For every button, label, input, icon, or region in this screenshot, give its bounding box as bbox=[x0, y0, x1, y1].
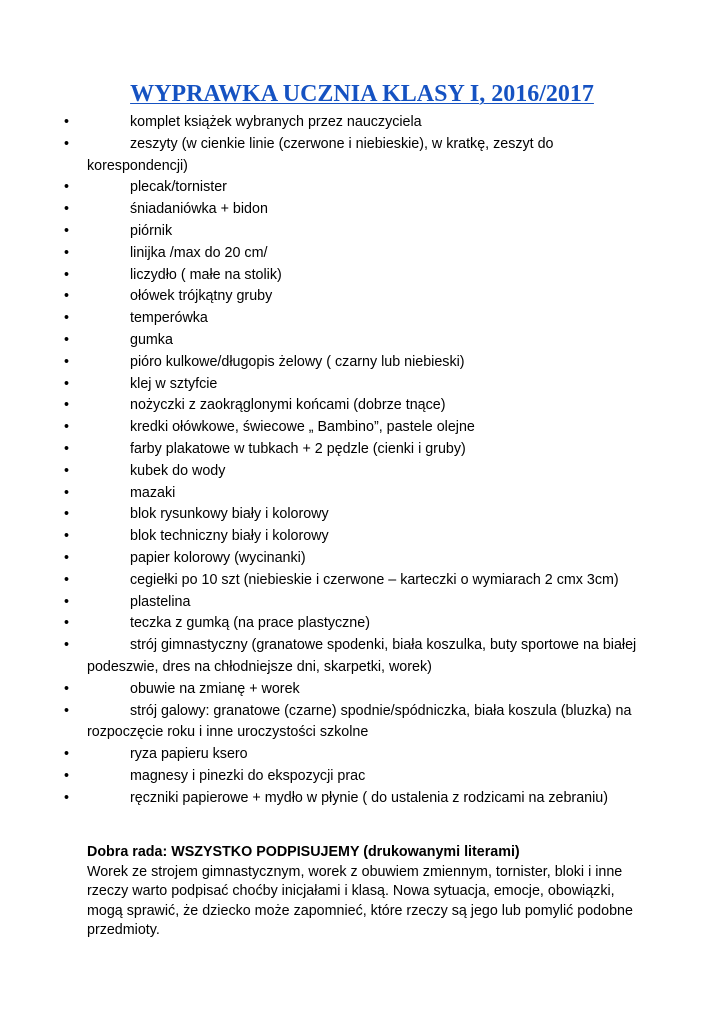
list-item-text: farby plakatowe w tubkach + 2 pędzle (cienki i gruby) bbox=[130, 440, 466, 457]
list-item-text: mazaki bbox=[130, 484, 176, 501]
list-item bbox=[0, 483, 724, 505]
advice-heading: Dobra rada: WSZYSTKO PODPISUJEMY (drukowanymi literami) bbox=[87, 844, 520, 860]
list-item-text: strój galowy: granatowe (czarne) spodnie/spódniczka, biała koszula (bluzka) na bbox=[130, 702, 632, 719]
bullet-icon: • bbox=[64, 375, 70, 392]
bullet-icon: • bbox=[64, 179, 70, 196]
list-item bbox=[0, 461, 724, 483]
list-item bbox=[0, 352, 724, 374]
bullet-icon: • bbox=[64, 310, 70, 327]
list-item-text: papier kolorowy (wycinanki) bbox=[130, 549, 306, 566]
list-item bbox=[0, 265, 724, 287]
advice-line: Worek ze strojem gimnastycznym, worek z obuwiem zmiennym, tornister, bloki i inne bbox=[87, 863, 623, 880]
list-item-text: strój gimnastyczny (granatowe spodenki, biała koszulka, buty sportowe na białej bbox=[130, 637, 637, 654]
list-item-text: pióro kulkowe/długopis żelowy ( czarny lub niebieski) bbox=[130, 353, 465, 370]
list-item-text: ręczniki papierowe + mydło w płynie ( do ustalenia z rodzicami na zebraniu) bbox=[130, 789, 608, 806]
list-item bbox=[0, 330, 724, 352]
list-item bbox=[0, 374, 724, 396]
list-item-text: temperówka bbox=[130, 310, 208, 327]
bullet-icon: • bbox=[64, 593, 70, 610]
bullet-icon: • bbox=[64, 114, 70, 130]
advice-line: mogą sprawić, że dziecko może zapomnieć, które rzeczy są jego lub pomylić podobne bbox=[87, 902, 633, 919]
bullet-icon: • bbox=[64, 549, 70, 566]
list-item-text: komplet książek wybranych przez nauczyciela bbox=[130, 114, 422, 130]
list-item bbox=[0, 177, 724, 199]
bullet-icon: • bbox=[64, 528, 70, 545]
list-item bbox=[0, 417, 724, 439]
bullet-icon: • bbox=[64, 244, 70, 261]
list-item-text: gumka bbox=[130, 331, 173, 348]
bullet-icon: • bbox=[64, 201, 70, 218]
list-item bbox=[0, 592, 724, 614]
bullet-icon: • bbox=[64, 767, 70, 784]
list-item bbox=[0, 570, 724, 592]
list-item-text: śniadaniówka + bidon bbox=[130, 201, 268, 218]
advice-section bbox=[87, 843, 687, 941]
list-item-text: nożyczki z zaokrąglonymi końcami (dobrze tnące) bbox=[130, 397, 446, 414]
bullet-icon: • bbox=[64, 746, 70, 763]
list-item bbox=[0, 395, 724, 417]
bullet-icon: • bbox=[64, 462, 70, 479]
list-item-text: ołówek trójkątny gruby bbox=[130, 288, 273, 305]
page-title: WYPRAWKA UCZNIA KLASY I, 2016/2017 bbox=[130, 81, 594, 107]
list-item-text: kredki ołówkowe, świecowe „ Bambino”, pastele olejne bbox=[130, 419, 475, 436]
bullet-icon: • bbox=[64, 222, 70, 239]
list-item bbox=[0, 199, 724, 221]
list-item bbox=[0, 635, 724, 679]
bullet-icon: • bbox=[64, 789, 70, 806]
list-item-text: linijka /max do 20 cm/ bbox=[130, 244, 268, 261]
list-item-text: obuwie na zmianę + worek bbox=[130, 680, 300, 697]
bullet-icon: • bbox=[64, 637, 70, 654]
bullet-icon: • bbox=[64, 440, 70, 457]
bullet-icon: • bbox=[64, 484, 70, 501]
list-item-text: teczka z gumką (na prace plastyczne) bbox=[130, 615, 370, 632]
list-item bbox=[0, 243, 724, 265]
list-item-text: blok techniczny biały i kolorowy bbox=[130, 528, 329, 545]
list-item bbox=[0, 112, 724, 134]
list-item-continuation: rozpoczęcie roku i inne uroczystości szkolne bbox=[87, 724, 369, 741]
list-item-text: cegiełki po 10 szt (niebieskie i czerwone – karteczki o wymiarach 2 cmx 3cm) bbox=[130, 571, 619, 588]
bullet-icon: • bbox=[64, 266, 70, 283]
list-item-text: klej w sztyfcie bbox=[130, 375, 218, 392]
list-item-text: kubek do wody bbox=[130, 462, 226, 479]
bullet-icon: • bbox=[64, 680, 70, 697]
list-item bbox=[0, 679, 724, 701]
bullet-icon: • bbox=[64, 135, 70, 152]
list-item-text: blok rysunkowy biały i kolorowy bbox=[130, 506, 329, 523]
bullet-icon: • bbox=[64, 506, 70, 523]
advice-line: przedmioty. bbox=[87, 922, 160, 938]
list-item-text: piórnik bbox=[130, 222, 173, 239]
advice-paragraph bbox=[87, 863, 687, 941]
list-item-text: zeszyty (w cienkie linie (czerwone i niebieskie), w kratkę, zeszyt do bbox=[130, 135, 554, 152]
list-item-text: magnesy i pinezki do ekspozycji prac bbox=[130, 767, 366, 784]
bullet-icon: • bbox=[64, 331, 70, 348]
bullet-icon: • bbox=[64, 615, 70, 632]
list-item bbox=[0, 286, 724, 308]
list-item bbox=[0, 439, 724, 461]
bullet-icon: • bbox=[64, 288, 70, 305]
supply-list bbox=[0, 112, 724, 810]
list-item bbox=[0, 766, 724, 788]
bullet-icon: • bbox=[64, 419, 70, 436]
list-item bbox=[0, 308, 724, 330]
list-item bbox=[0, 701, 724, 745]
list-item bbox=[0, 526, 724, 548]
advice-line: rzeczy warto podpisać choćby inicjałami i klasą. Nowa sytuacja, emocje, obowiązki, bbox=[87, 883, 615, 899]
bullet-icon: • bbox=[64, 702, 70, 719]
list-item bbox=[0, 744, 724, 766]
list-item-continuation: podeszwie, dres na chłodniejsze dni, skarpetki, worek) bbox=[87, 658, 432, 675]
list-item bbox=[0, 548, 724, 570]
list-item bbox=[0, 788, 724, 810]
list-item bbox=[0, 221, 724, 243]
list-item-text: ryza papieru ksero bbox=[130, 746, 248, 763]
list-item-text: liczydło ( małe na stolik) bbox=[130, 266, 282, 283]
list-item-text: plecak/tornister bbox=[130, 179, 227, 196]
list-item bbox=[0, 134, 724, 178]
bullet-icon: • bbox=[64, 571, 70, 588]
bullet-icon: • bbox=[64, 397, 70, 414]
bullet-icon: • bbox=[64, 353, 70, 370]
list-item-text: plastelina bbox=[130, 593, 191, 610]
list-item bbox=[0, 613, 724, 635]
list-item bbox=[0, 504, 724, 526]
list-item-continuation: korespondencji) bbox=[87, 157, 188, 174]
